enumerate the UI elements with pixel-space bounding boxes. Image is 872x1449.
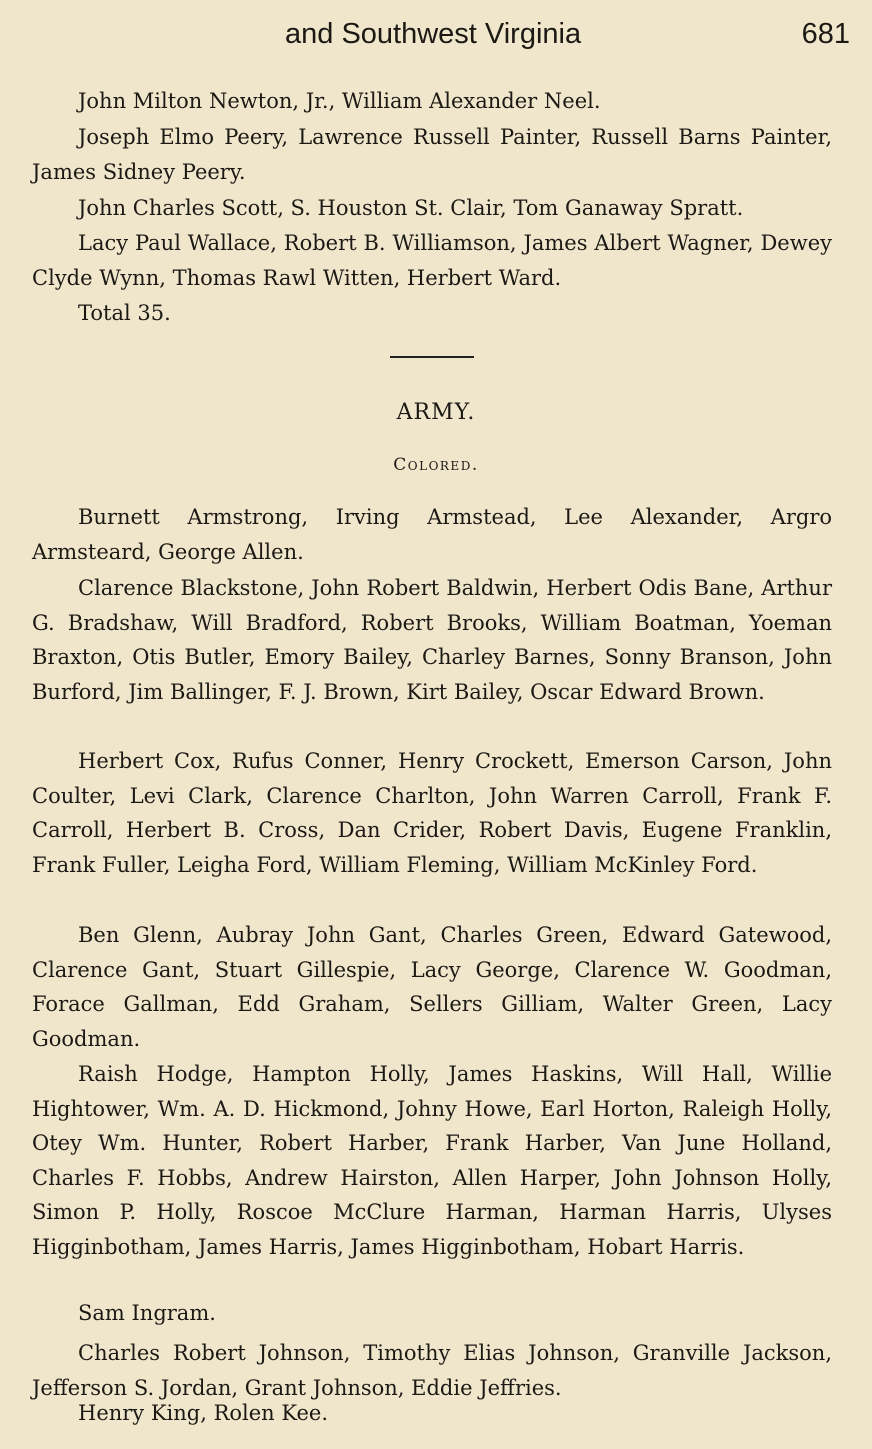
name-paragraph: Joseph Elmo Peery, Lawrence Russell Painter, Russell Barns Painter, James Sidney Peery. <box>32 125 832 184</box>
name-paragraph: Henry King, Rolen Kee. <box>78 1401 329 1425</box>
name-paragraph: Clarence Blackstone, John Robert Baldwin, Herbert Odis Bane, Arthur G. Bradshaw, Will Bradford, Robert Brooks, William Boatman, Yoeman Braxton, Otis Butler, Emory Bailey, Charley Barnes, Sonny Branson, John Burford, Jim Ballinger, F. J. Brown, Kirt Bailey, Oscar Edward Brown. <box>32 576 832 704</box>
name-paragraph: Ben Glenn, Aubray John Gant, Charles Green, Edward Gatewood, Clarence Gant, Stuart Gillespie, Lacy George, Clarence W. Goodman, Forace Gallman, Edd Graham, Sellers Gilliam, Walter Green, Lacy Goodman. <box>32 923 832 1051</box>
section-subheading: Colored. <box>393 455 479 475</box>
name-paragraph: Lacy Paul Wallace, Robert B. Williamson, James Albert Wagner, Dewey Clyde Wynn, Thomas Rawl Witten, Herbert Ward. <box>32 231 832 290</box>
name-paragraph: Sam Ingram. <box>78 1301 216 1325</box>
name-paragraph: Burnett Armstrong, Irving Armstead, Lee Alexander, Argro Armsteard, George Allen. <box>32 505 832 564</box>
name-paragraph: John Charles Scott, S. Houston St. Clair, Tom Ganaway Spratt. <box>78 196 744 220</box>
total-line: Total 35. <box>78 301 171 325</box>
name-paragraph: Herbert Cox, Rufus Conner, Henry Crockett, Emerson Carson, John Coulter, Levi Clark, Clarence Charlton, John Warren Carroll, Frank F. Carroll, Herbert B. Cross, Dan Crider, Robert Davis, Eugene Franklin, Frank Fuller, Leigha Ford, William Fleming, William McKinley Ford. <box>32 749 832 877</box>
name-paragraph: Charles Robert Johnson, Timothy Elias Johnson, Granville Jackson, Jefferson S. Jordan, Grant Johnson, Eddie Jeffries. <box>32 1341 832 1400</box>
section-divider <box>390 356 474 358</box>
page-header <box>0 18 872 58</box>
page-number: 681 <box>801 18 850 50</box>
name-paragraph: Raish Hodge, Hampton Holly, James Haskins, Will Hall, Willie Hightower, Wm. A. D. Hickmond, Johny Howe, Earl Horton, Raleigh Holly, Otey Wm. Hunter, Robert Harber, Frank Harber, Van June Holland, Charles F. Hobbs, Andrew Hairston, Allen Harper, John Johnson Holly, Simon P. Holly, Roscoe McClure Harman, Harman Harris, Ulyses Higginbotham, James Harris, James Higginbotham, Hobart Harris. <box>32 1062 832 1259</box>
running-title: and Southwest Virginia <box>285 18 582 50</box>
name-paragraph: John Milton Newton, Jr., William Alexander Neel. <box>78 89 601 113</box>
section-heading: ARMY. <box>396 400 476 425</box>
